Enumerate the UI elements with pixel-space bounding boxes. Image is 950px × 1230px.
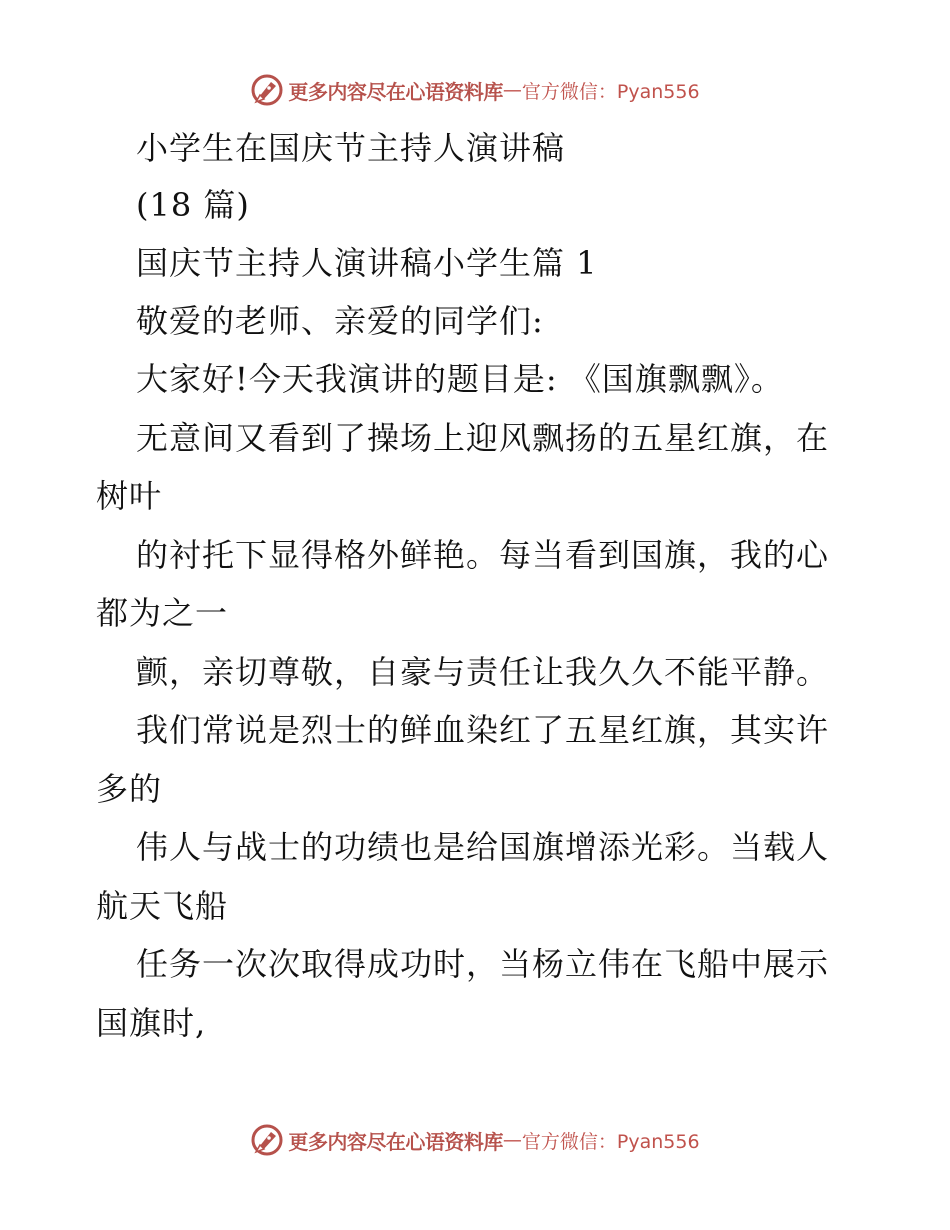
- paragraph-line: 多的: [96, 770, 163, 808]
- header-brand-text: 更多内容尽在心语资料库: [288, 79, 503, 104]
- paragraph-line: 任务一次次取得成功时，当杨立伟在飞船中展示: [136, 945, 830, 983]
- paragraph-line: 的衬托下显得格外鲜艳。每当看到国旗，我的心: [136, 536, 830, 574]
- paragraph-line: 国旗时,: [96, 1004, 207, 1042]
- paragraph-line: 大家好!今天我演讲的题目是: 《国旗飘飘》。: [136, 360, 784, 398]
- section-heading: 国庆节主持人演讲稿小学生篇 1: [136, 244, 598, 282]
- paragraph-line: 都为之一: [96, 594, 229, 632]
- footer-contact-text: 官方微信：Pyan556: [521, 1130, 700, 1153]
- footer-separator: —: [502, 1129, 522, 1151]
- paragraph-line: 伟人与战士的功绩也是给国旗增添光彩。当载人: [136, 828, 830, 866]
- document-subtitle: (18 篇): [136, 186, 250, 224]
- paragraph-line: 树叶: [96, 477, 163, 515]
- paragraph-line: 航天飞船: [96, 887, 229, 925]
- pen-nib-logo-icon: [250, 1123, 284, 1157]
- header-contact-text: 官方微信：Pyan556: [521, 80, 700, 103]
- document-title: 小学生在国庆节主持人演讲稿: [136, 129, 566, 167]
- paragraph-line: 无意间又看到了操场上迎风飘扬的五星红旗，在: [136, 419, 830, 457]
- pen-nib-logo-icon: [250, 73, 284, 107]
- header-banner: [0, 70, 950, 110]
- paragraph-line: 颤，亲切尊敬，自豪与责任让我久久不能平静。: [136, 653, 830, 691]
- header-separator: —: [502, 79, 522, 101]
- paragraph-line: 敬爱的老师、亲爱的同学们:: [136, 302, 544, 340]
- footer-banner: [0, 1120, 950, 1160]
- footer-brand-text: 更多内容尽在心语资料库: [288, 1129, 503, 1154]
- paragraph-line: 我们常说是烈士的鲜血染红了五星红旗，其实许: [136, 711, 830, 749]
